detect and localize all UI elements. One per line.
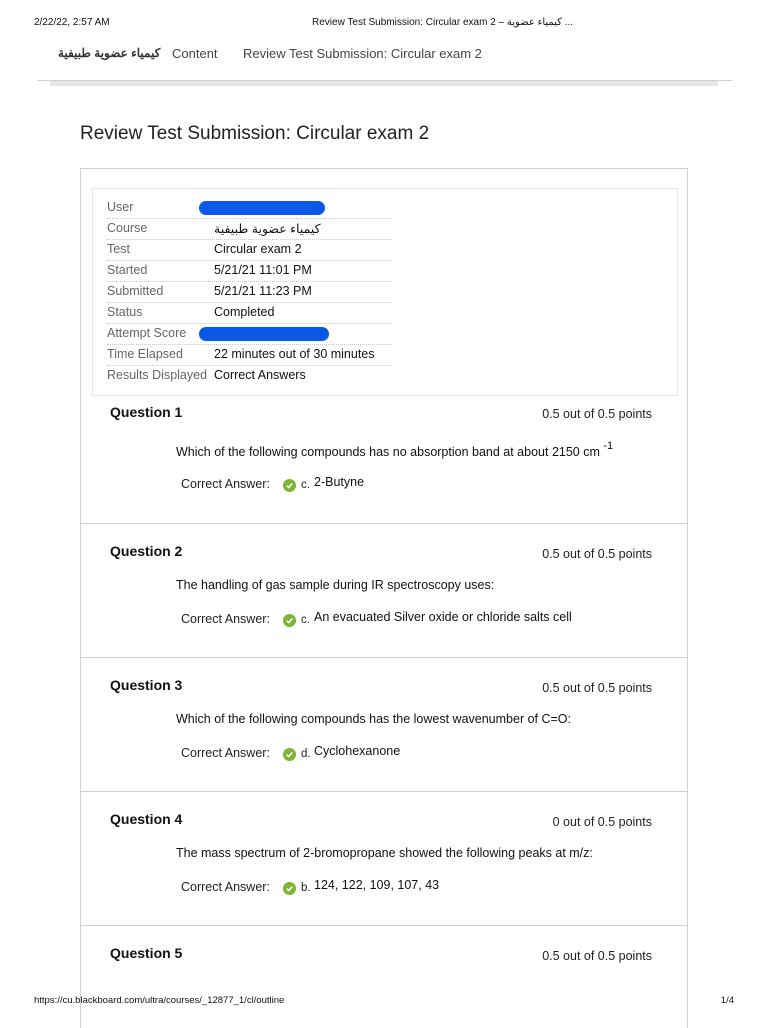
check-icon: [283, 882, 296, 895]
info-label: Status: [107, 305, 143, 319]
question-text: The handling of gas sample during IR spectroscopy uses:: [176, 578, 495, 592]
answer-letter: c.: [301, 614, 310, 626]
info-row-status: [107, 302, 391, 324]
question-5: [81, 926, 687, 986]
correct-answer-label: Correct Answer:: [181, 612, 270, 626]
info-value: كيمياء عضوية طبيفية: [214, 222, 321, 236]
print-footer: [34, 995, 734, 1009]
question-title: Question 3: [110, 677, 183, 693]
info-label: Results Displayed: [107, 368, 208, 382]
question-text-main: Which of the following compounds has no absorption band at about 2150 cm: [176, 445, 604, 460]
correct-answer-label: Correct Answer:: [181, 477, 270, 491]
question-title: Question 5: [110, 945, 183, 961]
print-header: [34, 17, 734, 31]
info-row-attempt-score: [107, 323, 391, 345]
print-date: 2/22/22, 2:57 AM: [34, 17, 110, 28]
question-1: [81, 404, 687, 524]
answer-text: 2-Butyne: [314, 475, 365, 489]
info-value: 22 minutes out of 30 minutes: [214, 347, 375, 361]
question-2: [81, 524, 687, 658]
info-row-user: [107, 197, 391, 219]
correct-answer-label: Correct Answer:: [181, 746, 270, 760]
check-icon: [283, 479, 296, 492]
check-icon: [283, 614, 296, 627]
info-label: User: [107, 200, 134, 214]
question-points: 0.5 out of 0.5 points: [542, 681, 652, 695]
info-label: Course: [107, 221, 148, 235]
question-text: Which of the following compounds has the lowest wavenumber of C=O:: [176, 712, 571, 726]
question-title: Question 1: [110, 404, 183, 420]
question-points: 0.5 out of 0.5 points: [542, 949, 652, 963]
info-label: Submitted: [107, 284, 164, 298]
header-band: [50, 81, 718, 86]
page-title: Review Test Submission: Circular exam 2: [80, 122, 430, 144]
answer-letter: d.: [301, 748, 311, 760]
breadcrumb-course-link[interactable]: كيمياء عضوية طبيفية: [58, 46, 161, 60]
check-icon: [283, 748, 296, 761]
info-value: Completed: [214, 305, 275, 319]
info-label: Started: [107, 263, 148, 277]
question-points: 0 out of 0.5 points: [552, 815, 652, 829]
question-text: [176, 442, 613, 459]
info-value: 5/21/21 11:01 PM: [214, 263, 312, 277]
info-row-time-elapsed: [107, 344, 391, 366]
redaction-mark: [199, 201, 325, 215]
breadcrumb-content-link[interactable]: Content: [172, 46, 218, 61]
answer-letter: c.: [301, 479, 310, 491]
answer-text: Cyclohexanone: [314, 744, 401, 758]
breadcrumb-current: Review Test Submission: Circular exam 2: [243, 46, 482, 61]
info-value: Correct Answers: [214, 368, 306, 382]
info-label: Test: [107, 242, 130, 256]
question-text: The mass spectrum of 2-bromopropane showed the following peaks at m/z:: [176, 846, 593, 860]
answer-letter: b.: [301, 882, 311, 894]
answer-text: An evacuated Silver oxide or chloride salts cell: [314, 610, 572, 624]
info-row-course: [107, 218, 391, 240]
info-value: Circular exam 2: [214, 242, 302, 256]
superscript-exponent: -1: [603, 440, 614, 452]
question-points: 0.5 out of 0.5 points: [542, 547, 652, 561]
question-title: Question 4: [110, 811, 183, 827]
info-row-submitted: [107, 281, 391, 303]
submission-panel: [80, 168, 688, 1028]
print-title: Review Test Submission: Circular exam 2 – كيمياء عضوية ...: [312, 17, 574, 28]
question-title: Question 2: [110, 543, 183, 559]
submission-info: [92, 188, 678, 396]
info-label: Attempt Score: [107, 326, 187, 340]
question-3: [81, 658, 687, 792]
redaction-mark: [199, 327, 329, 341]
info-row-results-displayed: [107, 365, 391, 386]
info-row-started: [107, 260, 391, 282]
question-points: 0.5 out of 0.5 points: [542, 407, 652, 421]
info-row-test: [107, 239, 391, 261]
info-label: Time Elapsed: [107, 347, 183, 361]
print-page-number: 1/4: [720, 995, 734, 1006]
answer-text: 124, 122, 109, 107, 43: [314, 878, 440, 892]
correct-answer-label: Correct Answer:: [181, 880, 270, 894]
question-4: [81, 792, 687, 926]
print-url: https://cu.blackboard.com/ultra/courses/_12877_1/cl/outline: [34, 995, 285, 1006]
info-value: 5/21/21 11:23 PM: [214, 284, 312, 298]
